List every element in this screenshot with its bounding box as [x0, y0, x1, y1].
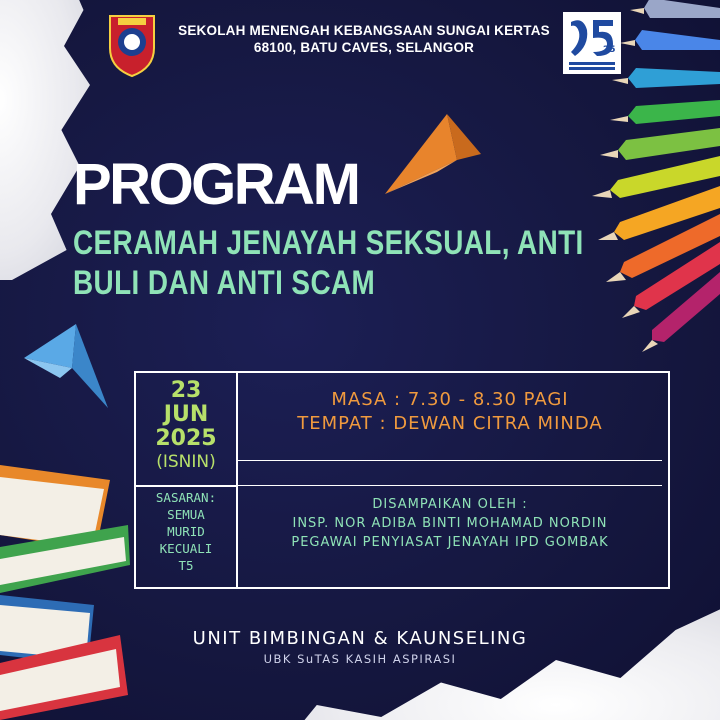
speaker-info: [238, 495, 662, 552]
event-date: [136, 373, 236, 485]
organizer-slogan: UBK SuTAS KASIH ASPIRASI: [263, 652, 457, 666]
sasaran-line4: KECUALI: [159, 541, 213, 556]
speaker-name: INSP. NOR ADIBA BINTI MOHAMAD NORDIN: [292, 516, 608, 531]
sasaran-line2: SEMUA: [167, 507, 205, 522]
box-divider-right-1: [238, 460, 662, 461]
box-divider-right-2: [238, 485, 662, 486]
speaker-intro: DISAMPAIKAN OLEH :: [372, 497, 528, 512]
school-name: [168, 22, 560, 56]
anniversary-25-logo-icon: [563, 12, 621, 74]
box-divider-left: [136, 485, 236, 487]
organizer-unit: UNIT BIMBINGAN & KAUNSELING: [192, 628, 528, 649]
program-subtitle: [73, 223, 584, 303]
books-icon: [0, 455, 140, 720]
event-time: MASA : 7.30 - 8.30 PAGI: [331, 389, 569, 410]
event-venue: TEMPAT : DEWAN CITRA MINDA: [297, 413, 603, 434]
date-weekday: (ISNIN): [156, 452, 216, 472]
date-month: JUN: [163, 402, 209, 427]
date-year: 2025: [155, 426, 217, 451]
school-name-line1: SEKOLAH MENENGAH KEBANGSAAN SUNGAI KERTAS: [178, 23, 550, 38]
paper-plane-icon: [385, 114, 485, 204]
sasaran-line5: T5: [178, 558, 194, 573]
date-day: 23: [170, 378, 202, 403]
sasaran-line3: MURID: [167, 524, 205, 539]
school-address: 68100, BATU CAVES, SELANGOR: [253, 40, 475, 55]
school-crest-icon: [104, 10, 160, 78]
info-box: [134, 371, 670, 589]
sasaran-line1: SASARAN:: [155, 490, 217, 505]
speaker-title: PEGAWAI PENYIASAT JENAYAH IPD GOMBAK: [291, 535, 609, 550]
subtitle-line1: CERAMAH JENAYAH SEKSUAL, ANTI: [73, 224, 584, 262]
subtitle-line2: BULI DAN ANTI SCAM: [73, 264, 376, 302]
svg-text:25: 25: [603, 45, 616, 55]
target-audience: [136, 489, 236, 574]
paper-plane-icon: [24, 324, 110, 410]
page-title: PROGRAM: [73, 152, 359, 217]
